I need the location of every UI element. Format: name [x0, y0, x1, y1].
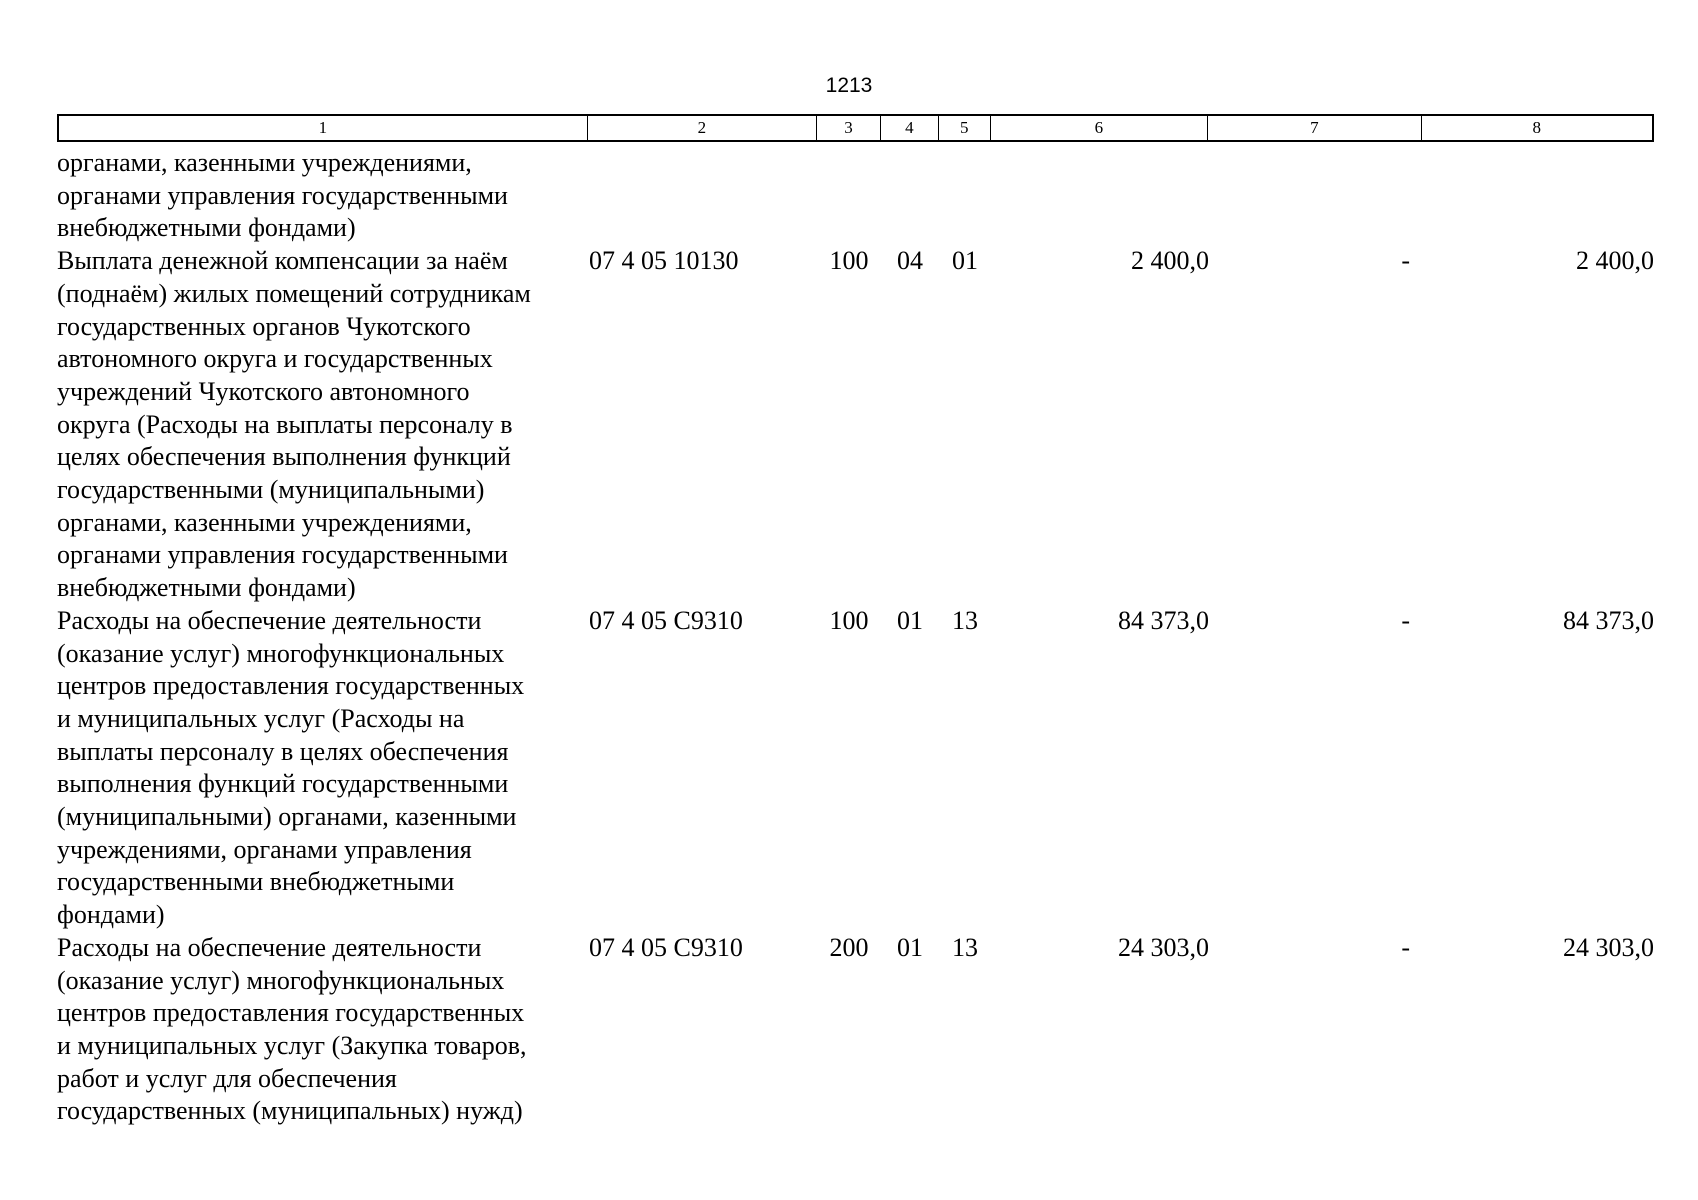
row-rz [881, 147, 939, 245]
row-sum: 2 400,0 [1131, 246, 1209, 276]
row-sum: 24 303,0 [1118, 932, 1209, 962]
row-rz: 01 [897, 605, 923, 635]
header-col-5: 5 [939, 116, 991, 140]
table-body [57, 147, 1654, 1128]
row-rz: 04 [897, 246, 923, 276]
row-pr [939, 147, 991, 245]
row-csr [587, 147, 817, 245]
header-col-1: 1 [59, 116, 588, 140]
row-vr: 100 [829, 246, 869, 276]
table-row [57, 932, 1654, 1128]
table-header [57, 114, 1654, 142]
header-col-3: 3 [817, 116, 881, 140]
row-sum: 84 373,0 [1118, 605, 1209, 635]
row-change [1209, 147, 1423, 245]
row-total: 24 303,0 [1563, 932, 1654, 962]
row-sum [991, 147, 1209, 245]
page-number: 1213 [825, 74, 873, 97]
row-change: - [1401, 932, 1410, 962]
row-vr: 100 [829, 605, 869, 635]
row-total [1423, 147, 1654, 245]
row-name: органами, казенными учреждениями, органами управления государственными внебюджетными фондами) [57, 148, 508, 243]
header-col-8: 8 [1532, 118, 1542, 137]
header-col-2: 2 [588, 116, 817, 140]
table-row [57, 605, 1654, 932]
row-csr: 07 4 05 С9310 [589, 605, 743, 635]
row-pr: 01 [952, 246, 978, 276]
row-vr [817, 147, 881, 245]
row-csr: 07 4 05 10130 [589, 246, 739, 276]
table-row [57, 245, 1654, 605]
row-name: Расходы на обеспечение деятельности (оказание услуг) многофункциональных центров предоставления государственных и муниципальных услуг (Расходы на выплаты персоналу в целях обеспечения выполнения функций государственными (муниципальными) органами, казенными учреждениями, органами управления государственными внебюджетными фондами) [57, 605, 525, 930]
row-rz: 01 [897, 932, 923, 962]
table-row [57, 147, 1654, 245]
row-csr: 07 4 05 С9310 [589, 932, 743, 962]
row-change: - [1401, 246, 1410, 276]
row-total: 84 373,0 [1563, 605, 1654, 635]
row-vr: 200 [829, 932, 869, 962]
header-col-7: 7 [1208, 116, 1421, 140]
row-pr: 13 [952, 932, 978, 962]
header-col-6: 6 [991, 116, 1208, 140]
row-change: - [1401, 605, 1410, 635]
row-pr: 13 [952, 605, 978, 635]
row-name: Выплата денежной компенсации за наём (поднаём) жилых помещений сотрудникам государственных органов Чукотского автономного округа и государственных учреждений Чукотского автономного округа (Расходы на выплаты персоналу в целях обеспечения выполнения функций государственными (муниципальными) органами, казенными учреждениями, органами управления государственными внебюджетными фондами) [57, 246, 531, 603]
row-total: 2 400,0 [1576, 246, 1654, 276]
header-col-4: 4 [881, 116, 939, 140]
row-name: Расходы на обеспечение деятельности (оказание услуг) многофункциональных центров предоставления государственных и муниципальных услуг (Закупка товаров, работ и услуг для обеспечения государственных (муниципальных) нужд) [57, 932, 527, 1126]
